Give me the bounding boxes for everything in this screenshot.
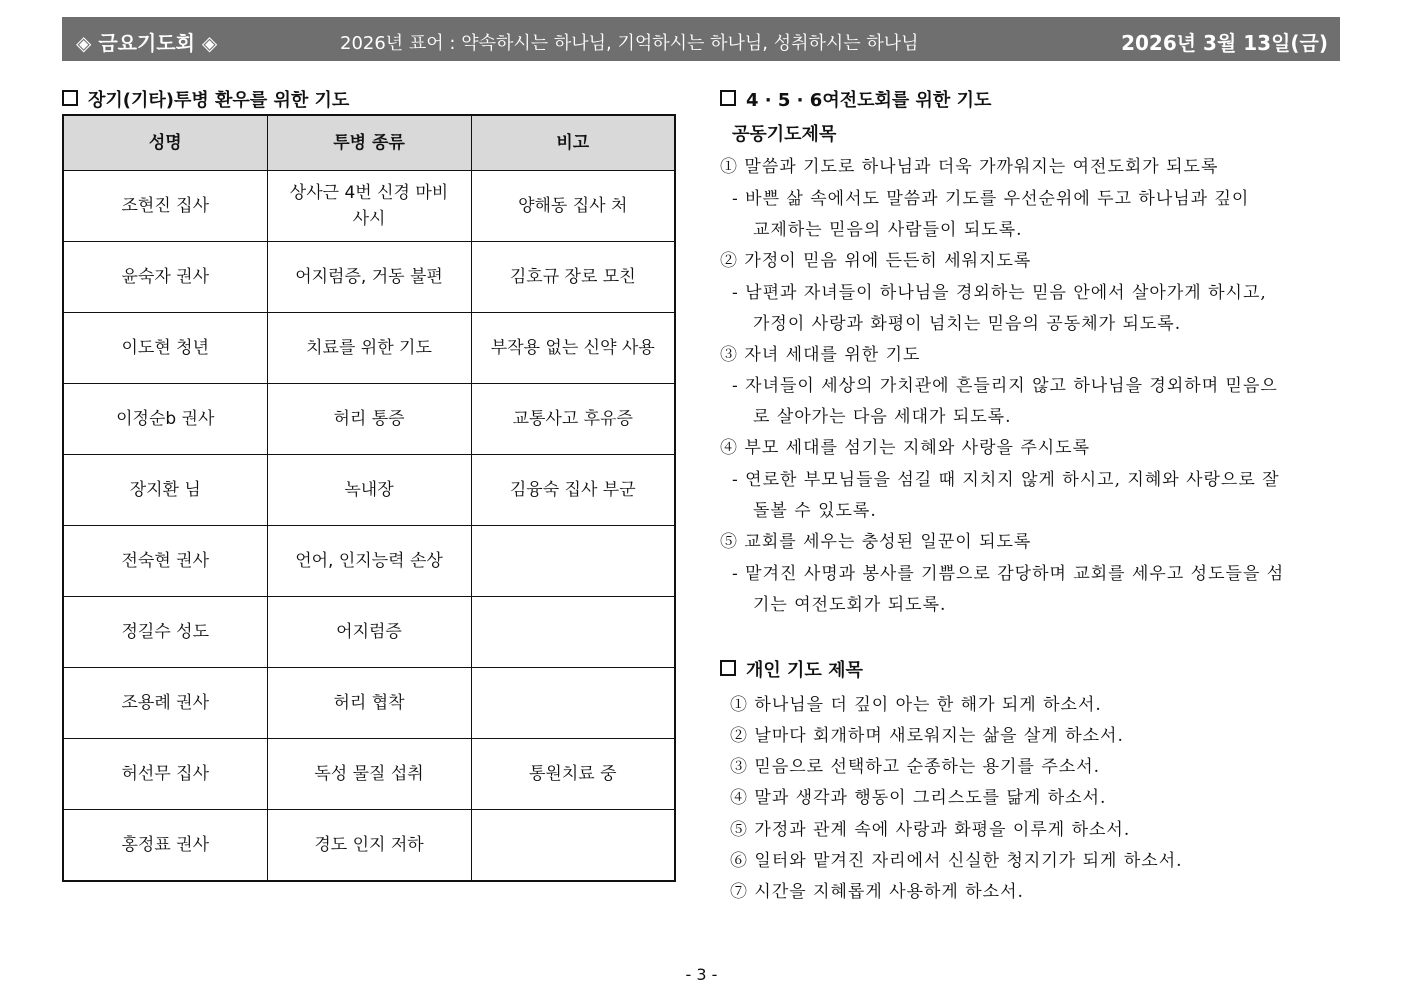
prayer-line: 교제하는 믿음의 사람들이 되도록.: [753, 220, 1023, 240]
personal-prayer-item: ⑥ 일터와 맡겨진 자리에서 신실한 청지기가 되게 하소서.: [730, 851, 1183, 871]
illness-cell: 녹내장: [267, 455, 471, 526]
note-cell: [471, 597, 675, 668]
prayer-line: - 자녀들이 세상의 가치관에 흔들리지 않고 하나님을 경외하며 믿음으: [732, 376, 1278, 396]
table-row: [63, 668, 675, 739]
header-date: 2026년 3월 13일(금): [1121, 31, 1328, 55]
checkbox-icon: [720, 90, 736, 106]
prayer-line: 돌볼 수 있도록.: [753, 501, 877, 521]
name-cell: 장지환 님: [63, 455, 267, 526]
header-motto: 2026년 표어 : 약속하시는 하나님, 기억하시는 하나님, 성취하시는 하나님: [340, 33, 919, 54]
column-header: 성명: [63, 115, 267, 171]
illness-cell: 어지럼증, 거동 불편: [267, 242, 471, 313]
name-cell: 정길수 성도: [63, 597, 267, 668]
illness-cell: 치료를 위한 기도: [267, 313, 471, 384]
checkbox-icon: [720, 660, 736, 676]
personal-prayer-item: ② 날마다 회개하며 새로워지는 삶을 살게 하소서.: [730, 726, 1124, 746]
personal-prayer-item: ④ 말과 생각과 행동이 그리스도를 닮게 하소서.: [730, 788, 1107, 808]
table-row: [63, 810, 675, 882]
personal-prayer-item: ① 하나님을 더 깊이 아는 한 해가 되게 하소서.: [730, 695, 1102, 715]
name-cell: 허선무 집사: [63, 739, 267, 810]
checkbox-icon: [62, 90, 78, 106]
table-header-row: [63, 115, 675, 171]
illness-cell: 독성 물질 섭취: [267, 739, 471, 810]
name-cell: 홍정표 권사: [63, 810, 267, 882]
table-row: [63, 739, 675, 810]
note-cell: 통원치료 중: [471, 739, 675, 810]
personal-section-title: 개인 기도 제목: [720, 656, 863, 682]
prayer-line: ② 가정이 믿음 위에 든든히 세워지도록: [720, 251, 1032, 271]
right-section-title: 4 · 5 · 6여전도회를 위한 기도: [720, 86, 991, 112]
table-row: [63, 597, 675, 668]
note-cell: 양해동 집사 처: [471, 171, 675, 242]
note-cell: 김호규 장로 모친: [471, 242, 675, 313]
prayer-line: - 남편과 자녀들이 하나님을 경외하는 믿음 안에서 살아가게 하시고,: [732, 283, 1267, 303]
prayer-line: - 바쁜 삶 속에서도 말씀과 기도를 우선순위에 두고 하나님과 깊이: [732, 189, 1250, 209]
patient-table: [62, 114, 676, 882]
name-cell: 전숙현 권사: [63, 526, 267, 597]
illness-cell: 허리 협착: [267, 668, 471, 739]
name-cell: 윤숙자 권사: [63, 242, 267, 313]
column-header: 비고: [471, 115, 675, 171]
prayer-line: ⑤ 교회를 세우는 충성된 일꾼이 되도록: [720, 532, 1032, 552]
illness-cell: 경도 인지 저하: [267, 810, 471, 882]
illness-cell: 상사근 4번 신경 마비 사시: [267, 171, 471, 242]
table-row: [63, 526, 675, 597]
table-row: [63, 313, 675, 384]
note-cell: [471, 526, 675, 597]
prayer-line: - 연로한 부모님들을 섬길 때 지치지 않게 하시고, 지혜와 사랑으로 잘: [732, 470, 1280, 490]
table-row: [63, 242, 675, 313]
prayer-line: ③ 자녀 세대를 위한 기도: [720, 345, 921, 365]
note-cell: [471, 668, 675, 739]
prayer-line: ① 말씀과 기도로 하나님과 더욱 가까워지는 여전도회가 되도록: [720, 157, 1219, 177]
name-cell: 이정순b 권사: [63, 384, 267, 455]
left-section-title: 장기(기타)투병 환우를 위한 기도: [62, 86, 349, 112]
note-cell: 교통사고 후유증: [471, 384, 675, 455]
name-cell: 조현진 집사: [63, 171, 267, 242]
table-row: [63, 455, 675, 526]
personal-prayer-item: ⑤ 가정과 관계 속에 사랑과 화평을 이루게 하소서.: [730, 820, 1131, 840]
prayer-line: ④ 부모 세대를 섬기는 지혜와 사랑을 주시도록: [720, 438, 1091, 458]
page-header: [62, 17, 1340, 61]
illness-cell: 어지럼증: [267, 597, 471, 668]
table-row: [63, 171, 675, 242]
column-header: 투병 종류: [267, 115, 471, 171]
right-section-subtitle: 공동기도제목: [732, 124, 837, 145]
personal-prayer-item: ⑦ 시간을 지혜롭게 사용하게 하소서.: [730, 882, 1024, 902]
name-cell: 조용례 권사: [63, 668, 267, 739]
illness-cell: 허리 통증: [267, 384, 471, 455]
prayer-line: 기는 여전도회가 되도록.: [753, 595, 947, 615]
prayer-line: 가정이 사랑과 화평이 넘치는 믿음의 공동체가 되도록.: [753, 314, 1182, 334]
prayer-line: 로 살아가는 다음 세대가 되도록.: [753, 407, 1012, 427]
note-cell: 부작용 없는 신약 사용: [471, 313, 675, 384]
prayer-line: - 맡겨진 사명과 봉사를 기쁨으로 감당하며 교회를 세우고 성도들을 섬: [732, 564, 1285, 584]
note-cell: 김융숙 집사 부군: [471, 455, 675, 526]
illness-cell: 언어, 인지능력 손상: [267, 526, 471, 597]
page-number: - 3 -: [685, 965, 718, 984]
name-cell: 이도현 청년: [63, 313, 267, 384]
header-title: ◈ 금요기도회 ◈: [76, 31, 218, 55]
table-row: [63, 384, 675, 455]
note-cell: [471, 810, 675, 882]
personal-prayer-item: ③ 믿음으로 선택하고 순종하는 용기를 주소서.: [730, 757, 1101, 777]
